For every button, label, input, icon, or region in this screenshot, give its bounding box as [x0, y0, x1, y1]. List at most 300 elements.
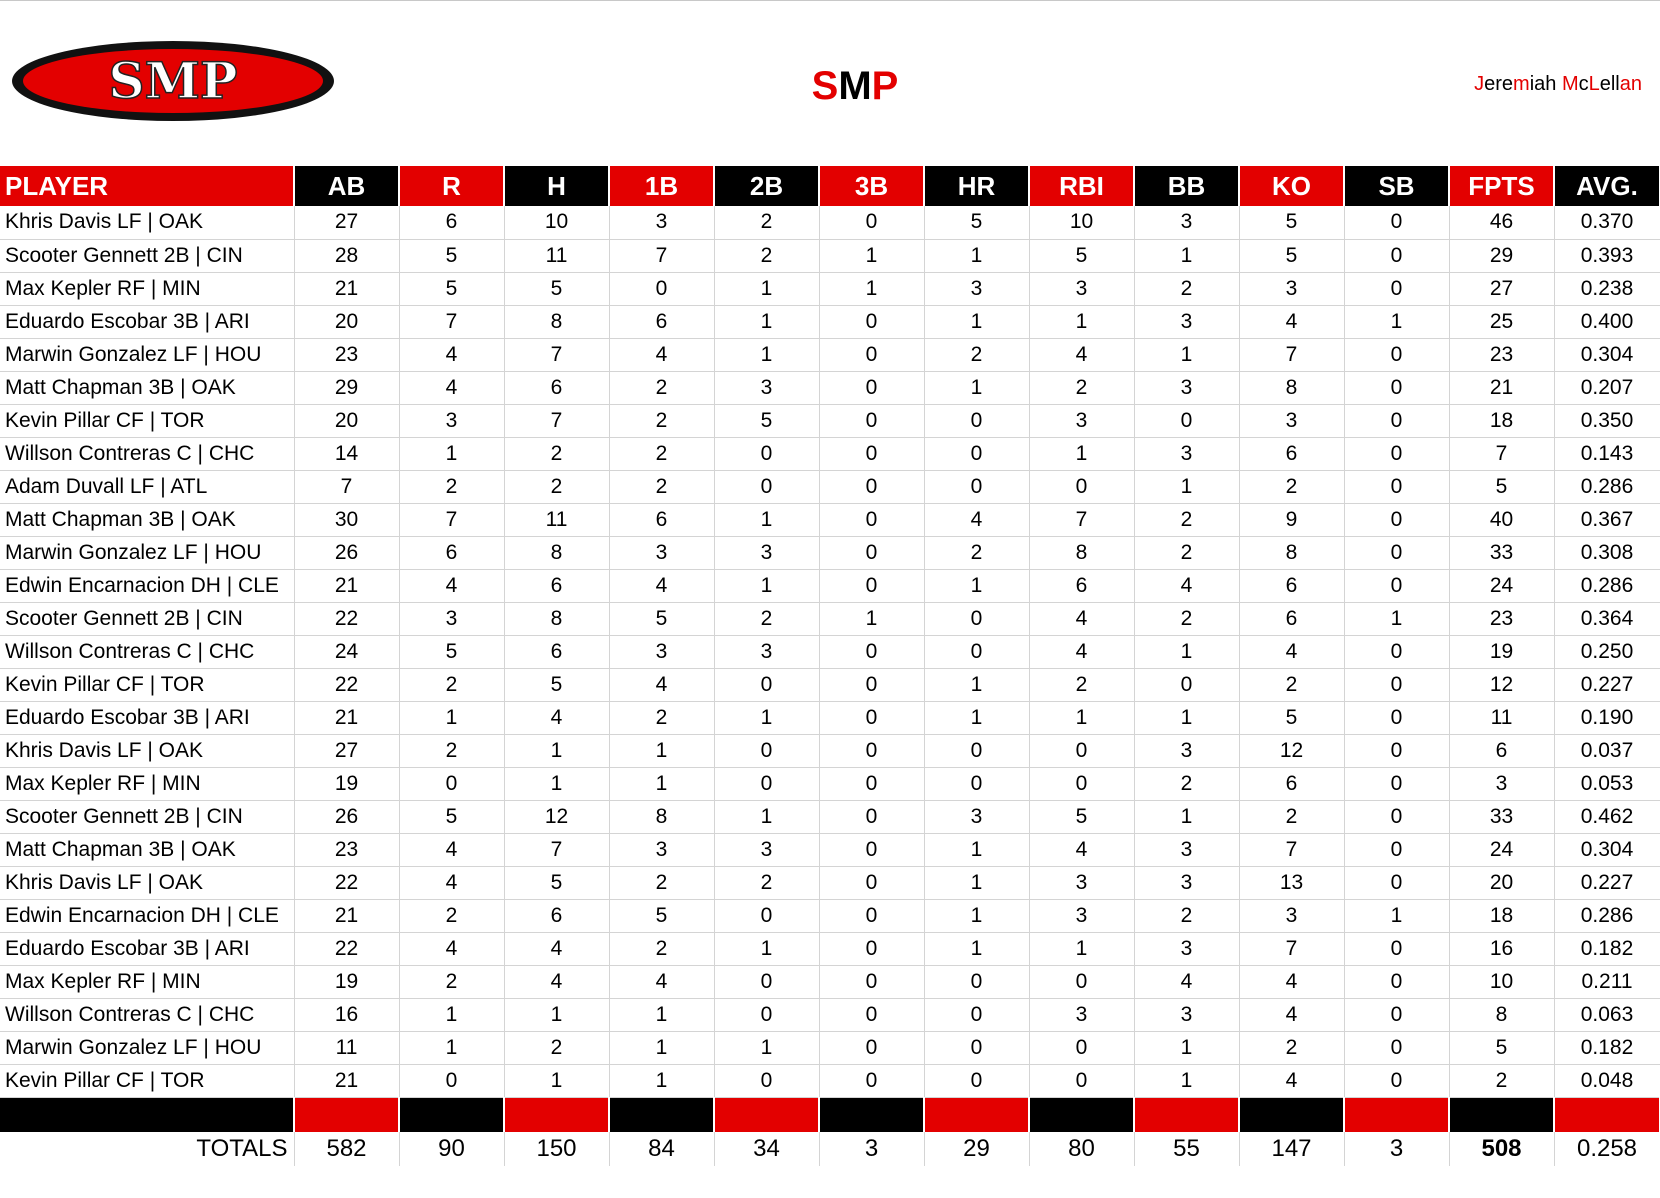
stat-cell-1b: 4: [609, 965, 714, 998]
column-header-h[interactable]: H: [504, 166, 609, 206]
stat-cell-fpts: 7: [1449, 437, 1554, 470]
stat-cell-ab: 21: [294, 1064, 399, 1097]
stat-cell-bb: 3: [1134, 371, 1239, 404]
stat-cell-r: 1: [399, 437, 504, 470]
stat-cell-hr: 0: [924, 767, 1029, 800]
stat-cell-1b: 7: [609, 239, 714, 272]
stat-cell-sb: 0: [1344, 404, 1449, 437]
stat-cell-fpts: 11: [1449, 701, 1554, 734]
player-name-cell: Khris Davis LF | OAK: [0, 866, 294, 899]
band-cell: [924, 1097, 1029, 1132]
stat-cell-3b: 0: [819, 503, 924, 536]
player-name-cell: Kevin Pillar CF | TOR: [0, 404, 294, 437]
stat-cell-r: 3: [399, 602, 504, 635]
column-header-3b[interactable]: 3B: [819, 166, 924, 206]
stat-cell-fpts: 3: [1449, 767, 1554, 800]
stat-cell-h: 7: [504, 833, 609, 866]
stat-cell-hr: 0: [924, 470, 1029, 503]
stat-cell-ab: 22: [294, 668, 399, 701]
stat-cell-fpts: 12: [1449, 668, 1554, 701]
stat-cell-3b: 0: [819, 206, 924, 239]
stat-cell-ab: 27: [294, 734, 399, 767]
stat-cell-bb: 3: [1134, 734, 1239, 767]
stat-cell-bb: 1: [1134, 1064, 1239, 1097]
stat-cell-3b: 0: [819, 866, 924, 899]
stat-cell-rbi: 5: [1029, 800, 1134, 833]
stat-cell-rbi: 1: [1029, 932, 1134, 965]
player-name-cell: Khris Davis LF | OAK: [0, 734, 294, 767]
table-row: [0, 206, 1660, 239]
stat-cell-ko: 3: [1239, 899, 1344, 932]
player-name-cell: Eduardo Escobar 3B | ARI: [0, 701, 294, 734]
stat-cell-2b: 3: [714, 371, 819, 404]
stat-cell-2b: 1: [714, 569, 819, 602]
stat-cell-1b: 2: [609, 470, 714, 503]
table-row: [0, 932, 1660, 965]
page-title: [780, 62, 930, 112]
table-row: [0, 899, 1660, 932]
stat-cell-h: 1: [504, 767, 609, 800]
stat-cell-h: 12: [504, 800, 609, 833]
stat-cell-1b: 6: [609, 305, 714, 338]
stat-cell-avg: 0.143: [1554, 437, 1660, 470]
stat-cell-2b: 2: [714, 866, 819, 899]
stat-cell-avg: 0.190: [1554, 701, 1660, 734]
stat-cell-hr: 1: [924, 668, 1029, 701]
top-border: [0, 0, 1660, 1]
stat-cell-sb: 0: [1344, 701, 1449, 734]
stat-cell-ab: 23: [294, 833, 399, 866]
stat-cell-1b: 2: [609, 437, 714, 470]
stat-cell-hr: 0: [924, 437, 1029, 470]
stat-cell-3b: 0: [819, 470, 924, 503]
stat-cell-fpts: 10: [1449, 965, 1554, 998]
stat-cell-ab: 22: [294, 932, 399, 965]
stat-cell-1b: 3: [609, 833, 714, 866]
stat-cell-1b: 4: [609, 668, 714, 701]
total-fpts: 508: [1449, 1132, 1554, 1166]
stat-cell-h: 1: [504, 998, 609, 1031]
column-header-rbi[interactable]: RBI: [1029, 166, 1134, 206]
column-header-player[interactable]: PLAYER: [0, 166, 294, 206]
stat-cell-ab: 16: [294, 998, 399, 1031]
stat-cell-fpts: 6: [1449, 734, 1554, 767]
table-row: [0, 1031, 1660, 1064]
stat-cell-3b: 0: [819, 569, 924, 602]
stat-cell-h: 6: [504, 569, 609, 602]
table-row: [0, 965, 1660, 998]
stat-cell-fpts: 5: [1449, 470, 1554, 503]
stat-cell-h: 1: [504, 1064, 609, 1097]
stat-cell-2b: 0: [714, 899, 819, 932]
stat-cell-r: 5: [399, 800, 504, 833]
stat-cell-bb: 2: [1134, 767, 1239, 800]
stat-cell-sb: 1: [1344, 602, 1449, 635]
stat-cell-h: 11: [504, 239, 609, 272]
stat-cell-avg: 0.304: [1554, 338, 1660, 371]
stat-cell-sb: 0: [1344, 998, 1449, 1031]
column-header-r[interactable]: R: [399, 166, 504, 206]
stat-cell-rbi: 1: [1029, 437, 1134, 470]
stat-cell-r: 6: [399, 536, 504, 569]
player-name-cell: Scooter Gennett 2B | CIN: [0, 602, 294, 635]
stat-cell-r: 7: [399, 503, 504, 536]
stat-cell-bb: 0: [1134, 404, 1239, 437]
stat-cell-ko: 4: [1239, 1064, 1344, 1097]
stat-cell-ab: 21: [294, 272, 399, 305]
stat-cell-avg: 0.227: [1554, 668, 1660, 701]
stat-cell-sb: 0: [1344, 965, 1449, 998]
total-2b: 34: [714, 1132, 819, 1166]
table-row: [0, 1064, 1660, 1097]
stat-cell-hr: 1: [924, 371, 1029, 404]
stat-cell-1b: 2: [609, 932, 714, 965]
stat-cell-3b: 0: [819, 536, 924, 569]
stat-cell-avg: 0.462: [1554, 800, 1660, 833]
stat-cell-hr: 2: [924, 536, 1029, 569]
stat-cell-2b: 1: [714, 272, 819, 305]
title-letter-m: M: [838, 64, 872, 108]
total-ko: 147: [1239, 1132, 1344, 1166]
stat-cell-r: 1: [399, 701, 504, 734]
stat-cell-fpts: 24: [1449, 569, 1554, 602]
stat-cell-h: 4: [504, 701, 609, 734]
stat-cell-r: 4: [399, 866, 504, 899]
author-part: m: [1513, 73, 1530, 95]
stat-cell-1b: 3: [609, 536, 714, 569]
stat-cell-3b: 1: [819, 239, 924, 272]
stat-cell-r: 4: [399, 833, 504, 866]
stat-cell-rbi: 1: [1029, 701, 1134, 734]
stat-cell-fpts: 20: [1449, 866, 1554, 899]
stat-cell-r: 4: [399, 371, 504, 404]
stat-cell-ko: 4: [1239, 965, 1344, 998]
stat-cell-hr: 4: [924, 503, 1029, 536]
stat-cell-ab: 21: [294, 701, 399, 734]
stat-cell-sb: 0: [1344, 635, 1449, 668]
stat-cell-2b: 0: [714, 1064, 819, 1097]
stat-cell-h: 4: [504, 965, 609, 998]
stat-cell-h: 2: [504, 1031, 609, 1064]
player-name-cell: Eduardo Escobar 3B | ARI: [0, 932, 294, 965]
table-row: [0, 635, 1660, 668]
stat-cell-2b: 0: [714, 668, 819, 701]
stat-cell-2b: 0: [714, 965, 819, 998]
stat-cell-avg: 0.211: [1554, 965, 1660, 998]
stat-cell-r: 4: [399, 569, 504, 602]
table-row: [0, 371, 1660, 404]
column-header-avg[interactable]: AVG.: [1554, 166, 1660, 206]
stat-cell-rbi: 2: [1029, 668, 1134, 701]
column-header-sb[interactable]: SB: [1344, 166, 1449, 206]
stat-cell-avg: 0.364: [1554, 602, 1660, 635]
table-row: [0, 536, 1660, 569]
stat-cell-bb: 3: [1134, 437, 1239, 470]
stat-cell-1b: 2: [609, 371, 714, 404]
stat-cell-ab: 7: [294, 470, 399, 503]
author-part: an: [1619, 73, 1642, 95]
stat-cell-ko: 3: [1239, 272, 1344, 305]
stat-cell-hr: 1: [924, 932, 1029, 965]
stat-cell-hr: 0: [924, 404, 1029, 437]
stat-cell-3b: 0: [819, 998, 924, 1031]
table-row: [0, 668, 1660, 701]
stat-cell-rbi: 0: [1029, 734, 1134, 767]
stat-cell-rbi: 8: [1029, 536, 1134, 569]
column-header-1b[interactable]: 1B: [609, 166, 714, 206]
stat-cell-h: 7: [504, 404, 609, 437]
stat-cell-1b: 5: [609, 899, 714, 932]
stat-cell-2b: 0: [714, 437, 819, 470]
stat-cell-ko: 5: [1239, 206, 1344, 239]
stat-cell-rbi: 7: [1029, 503, 1134, 536]
table-row: [0, 305, 1660, 338]
stat-cell-3b: 0: [819, 371, 924, 404]
player-name-cell: Marwin Gonzalez LF | HOU: [0, 536, 294, 569]
stat-cell-fpts: 33: [1449, 536, 1554, 569]
stat-cell-ko: 7: [1239, 338, 1344, 371]
stat-cell-avg: 0.053: [1554, 767, 1660, 800]
column-header-hr[interactable]: HR: [924, 166, 1029, 206]
author-part: ere: [1484, 73, 1514, 95]
stat-cell-ko: 12: [1239, 734, 1344, 767]
stat-cell-r: 2: [399, 668, 504, 701]
stat-cell-fpts: 2: [1449, 1064, 1554, 1097]
stat-cell-2b: 3: [714, 536, 819, 569]
stat-cell-ko: 5: [1239, 701, 1344, 734]
stat-cell-bb: 3: [1134, 833, 1239, 866]
stat-cell-bb: 0: [1134, 668, 1239, 701]
stat-cell-ko: 6: [1239, 767, 1344, 800]
stat-cell-hr: 0: [924, 635, 1029, 668]
stat-cell-bb: 2: [1134, 899, 1239, 932]
stat-cell-rbi: 4: [1029, 635, 1134, 668]
stat-cell-r: 5: [399, 272, 504, 305]
stat-cell-hr: 0: [924, 965, 1029, 998]
stat-cell-avg: 0.250: [1554, 635, 1660, 668]
stat-cell-3b: 0: [819, 305, 924, 338]
total-h: 150: [504, 1132, 609, 1166]
stat-cell-h: 2: [504, 470, 609, 503]
player-name-cell: Willson Contreras C | CHC: [0, 998, 294, 1031]
stat-cell-1b: 2: [609, 866, 714, 899]
stat-cell-rbi: 4: [1029, 833, 1134, 866]
player-name-cell: Max Kepler RF | MIN: [0, 767, 294, 800]
stat-cell-3b: 0: [819, 767, 924, 800]
stat-cell-rbi: 3: [1029, 272, 1134, 305]
stat-cell-avg: 0.286: [1554, 569, 1660, 602]
player-name-cell: Edwin Encarnacion DH | CLE: [0, 899, 294, 932]
stat-cell-sb: 0: [1344, 470, 1449, 503]
band-cell: [1239, 1097, 1344, 1132]
stat-cell-2b: 1: [714, 800, 819, 833]
stat-cell-1b: 1: [609, 734, 714, 767]
stat-cell-2b: 1: [714, 1031, 819, 1064]
stat-cell-avg: 0.207: [1554, 371, 1660, 404]
table-row: [0, 602, 1660, 635]
player-name-cell: Willson Contreras C | CHC: [0, 635, 294, 668]
stat-cell-sb: 0: [1344, 668, 1449, 701]
stat-cell-h: 5: [504, 668, 609, 701]
stat-cell-rbi: 10: [1029, 206, 1134, 239]
stat-cell-ko: 2: [1239, 668, 1344, 701]
player-name-cell: Max Kepler RF | MIN: [0, 965, 294, 998]
stat-cell-hr: 1: [924, 239, 1029, 272]
table-row: [0, 833, 1660, 866]
stat-cell-2b: 1: [714, 932, 819, 965]
stat-cell-sb: 0: [1344, 569, 1449, 602]
stat-cell-hr: 1: [924, 866, 1029, 899]
player-name-cell: Khris Davis LF | OAK: [0, 206, 294, 239]
stat-cell-1b: 0: [609, 272, 714, 305]
stat-cell-avg: 0.308: [1554, 536, 1660, 569]
band-cell: [819, 1097, 924, 1132]
stat-cell-fpts: 24: [1449, 833, 1554, 866]
stat-cell-1b: 4: [609, 569, 714, 602]
stat-cell-fpts: 46: [1449, 206, 1554, 239]
stat-cell-avg: 0.227: [1554, 866, 1660, 899]
stat-cell-3b: 0: [819, 635, 924, 668]
stat-cell-rbi: 4: [1029, 338, 1134, 371]
column-header-2b[interactable]: 2B: [714, 166, 819, 206]
column-header-ab[interactable]: AB: [294, 166, 399, 206]
stat-cell-2b: 3: [714, 833, 819, 866]
band-cell: [399, 1097, 504, 1132]
table-row: [0, 734, 1660, 767]
stat-cell-fpts: 18: [1449, 404, 1554, 437]
stat-cell-ab: 19: [294, 965, 399, 998]
stat-cell-fpts: 18: [1449, 899, 1554, 932]
player-name-cell: Scooter Gennett 2B | CIN: [0, 239, 294, 272]
stat-cell-sb: 0: [1344, 338, 1449, 371]
stat-cell-hr: 5: [924, 206, 1029, 239]
stat-cell-hr: 1: [924, 569, 1029, 602]
stat-cell-ko: 4: [1239, 998, 1344, 1031]
stat-cell-sb: 0: [1344, 866, 1449, 899]
stat-cell-ab: 14: [294, 437, 399, 470]
stat-cell-rbi: 3: [1029, 404, 1134, 437]
stat-cell-sb: 0: [1344, 371, 1449, 404]
stat-cell-h: 5: [504, 866, 609, 899]
table-row: [0, 239, 1660, 272]
stat-cell-ko: 6: [1239, 569, 1344, 602]
stat-cell-ab: 27: [294, 206, 399, 239]
stat-cell-ko: 7: [1239, 833, 1344, 866]
stat-cell-ko: 9: [1239, 503, 1344, 536]
stat-cell-sb: 0: [1344, 536, 1449, 569]
column-header-fpts[interactable]: FPTS: [1449, 166, 1554, 206]
stat-cell-ab: 19: [294, 767, 399, 800]
stat-cell-sb: 0: [1344, 1064, 1449, 1097]
stat-cell-bb: 1: [1134, 239, 1239, 272]
player-name-cell: Adam Duvall LF | ATL: [0, 470, 294, 503]
stat-cell-sb: 0: [1344, 272, 1449, 305]
stat-cell-bb: 2: [1134, 272, 1239, 305]
stat-cell-ko: 7: [1239, 932, 1344, 965]
stat-cell-rbi: 5: [1029, 239, 1134, 272]
stat-cell-r: 4: [399, 338, 504, 371]
stat-cell-fpts: 29: [1449, 239, 1554, 272]
band-cell: [504, 1097, 609, 1132]
table-row: [0, 998, 1660, 1031]
author-name: [1474, 71, 1642, 97]
stat-cell-rbi: 1: [1029, 305, 1134, 338]
author-part: ell: [1599, 73, 1620, 95]
stat-cell-ab: 28: [294, 239, 399, 272]
stat-cell-bb: 3: [1134, 998, 1239, 1031]
stat-cell-h: 8: [504, 602, 609, 635]
table-header-row: [0, 166, 1660, 206]
stat-cell-hr: 3: [924, 800, 1029, 833]
stat-cell-sb: 0: [1344, 767, 1449, 800]
author-part: L: [1588, 73, 1600, 95]
total-3b: 3: [819, 1132, 924, 1166]
stat-cell-rbi: 3: [1029, 866, 1134, 899]
band-cell: [0, 1097, 294, 1132]
column-header-ko[interactable]: KO: [1239, 166, 1344, 206]
stat-cell-ab: 11: [294, 1031, 399, 1064]
stat-cell-avg: 0.304: [1554, 833, 1660, 866]
band-cell: [1449, 1097, 1554, 1132]
band-cell: [1134, 1097, 1239, 1132]
stat-cell-sb: 0: [1344, 932, 1449, 965]
total-r: 90: [399, 1132, 504, 1166]
stat-cell-rbi: 4: [1029, 602, 1134, 635]
player-name-cell: Willson Contreras C | CHC: [0, 437, 294, 470]
stat-cell-h: 5: [504, 272, 609, 305]
stat-cell-ko: 5: [1239, 239, 1344, 272]
stat-cell-fpts: 8: [1449, 998, 1554, 1031]
stat-cell-sb: 0: [1344, 734, 1449, 767]
stat-cell-3b: 0: [819, 899, 924, 932]
stat-cell-3b: 0: [819, 437, 924, 470]
stat-cell-1b: 8: [609, 800, 714, 833]
total-ab: 582: [294, 1132, 399, 1166]
stat-cell-h: 10: [504, 206, 609, 239]
player-name-cell: Eduardo Escobar 3B | ARI: [0, 305, 294, 338]
stat-cell-ab: 24: [294, 635, 399, 668]
total-1b: 84: [609, 1132, 714, 1166]
player-name-cell: Matt Chapman 3B | OAK: [0, 503, 294, 536]
stat-cell-3b: 0: [819, 701, 924, 734]
player-name-cell: Matt Chapman 3B | OAK: [0, 371, 294, 404]
stat-cell-1b: 1: [609, 1064, 714, 1097]
stat-cell-ko: 4: [1239, 635, 1344, 668]
stat-cell-ko: 6: [1239, 602, 1344, 635]
stat-cell-rbi: 3: [1029, 998, 1134, 1031]
stat-cell-fpts: 19: [1449, 635, 1554, 668]
stat-cell-avg: 0.286: [1554, 470, 1660, 503]
totals-label: TOTALS: [0, 1132, 294, 1166]
stat-cell-3b: 1: [819, 602, 924, 635]
table-row: [0, 767, 1660, 800]
stat-cell-ab: 23: [294, 338, 399, 371]
stat-cell-ko: 2: [1239, 800, 1344, 833]
stat-cell-bb: 1: [1134, 800, 1239, 833]
stat-cell-avg: 0.182: [1554, 932, 1660, 965]
player-name-cell: Scooter Gennett 2B | CIN: [0, 800, 294, 833]
table-row: [0, 437, 1660, 470]
stat-cell-3b: 0: [819, 338, 924, 371]
stat-cell-1b: 1: [609, 998, 714, 1031]
stat-cell-ab: 21: [294, 899, 399, 932]
stat-cell-fpts: 23: [1449, 602, 1554, 635]
column-header-bb[interactable]: BB: [1134, 166, 1239, 206]
stat-cell-3b: 0: [819, 932, 924, 965]
stat-cell-1b: 5: [609, 602, 714, 635]
band-cell: [714, 1097, 819, 1132]
total-hr: 29: [924, 1132, 1029, 1166]
